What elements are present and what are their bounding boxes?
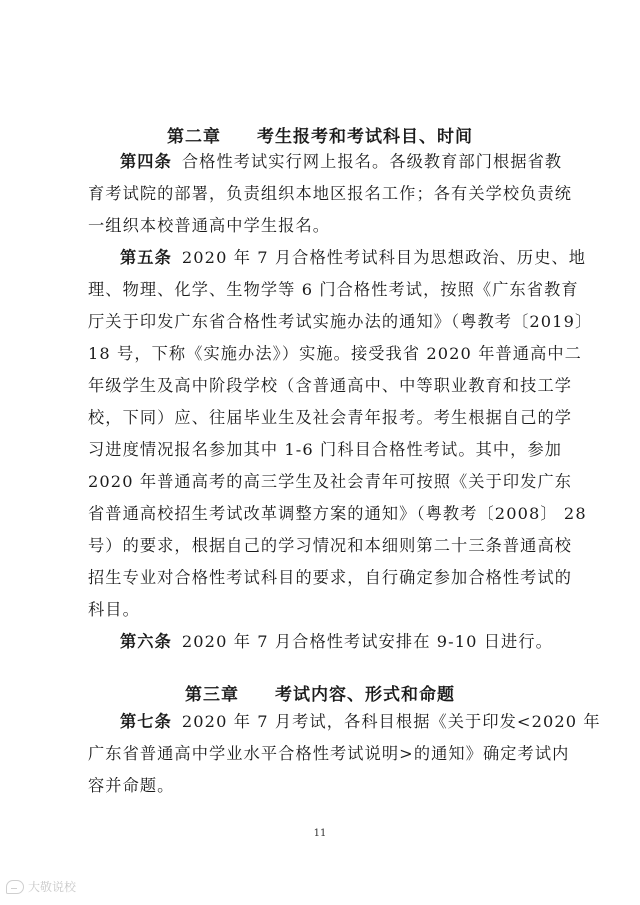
article-4-line-1: 第四条 合格性考试实行网上报名。各级教育部门根据省教 (120, 152, 563, 171)
chapter-2-heading: 第二章 考生报考和考试科目、时间 (167, 127, 473, 147)
article-5-line-1: 第五条 2020 年 7 月合格性考试科目为思想政治、历史、地 (120, 248, 587, 267)
watermark (6, 878, 76, 895)
article-7-line-1: 第七条 2020 年 7 月考试，各科目根据《关于印发<2020 年 (120, 712, 601, 731)
article-7-label: 第七条 (120, 712, 172, 731)
article-4-line-2: 育考试院的部署，负责组织本地区报名工作；各有关学校负责统 (88, 184, 573, 203)
article-5-line-5: 年级学生及高中阶段学校（含普通高中、中等职业教育和技工学 (88, 376, 573, 395)
chapter-3-heading: 第三章 考试内容、形式和命题 (185, 685, 455, 705)
article-5-line-11: 招生专业对合格性考试科目的要求，自行确定参加合格性考试的 (88, 568, 573, 587)
article-4-label: 第四条 (120, 152, 172, 171)
article-5-line-8: 2020 年普通高考的高三学生及社会青年可按照《关于印发广东 (88, 472, 573, 491)
article-5-line-7: 习进度情况报名参加其中 1-6 门科目合格性考试。其中，参加 (88, 440, 563, 459)
article-5-label: 第五条 (120, 248, 172, 267)
chat-bubble-icon (6, 880, 24, 894)
watermark-text: 大敬说校 (28, 880, 77, 894)
article-5-line-6: 校，下同）应、往届毕业生及社会青年报考。考生根据自己的学 (88, 408, 573, 427)
page-number: 11 (313, 828, 327, 839)
article-5-line-2: 理、物理、化学、生物学等 6 门合格性考试，按照《广东省教育 (88, 280, 579, 299)
article-5-line-9: 省普通高校招生考试改革调整方案的通知》（粤教考〔2008〕 28 (88, 504, 587, 523)
article-5-line-4: 18 号，下称《实施办法》）实施。接受我省 2020 年普通高中二 (88, 344, 582, 363)
article-7-line-2: 广东省普通高中学业水平合格性考试说明>的通知》确定考试内 (88, 744, 570, 763)
article-6-line-1: 第六条 2020 年 7 月合格性考试安排在 9-10 日进行。 (120, 632, 553, 651)
article-5-line-10: 号）的要求，根据自己的学习情况和本细则第二十三条普通高校 (88, 536, 573, 555)
article-5-line-3: 厅关于印发广东省合格性考试实施办法的通知》（粤教考〔2019〕 (88, 312, 593, 331)
article-5-line-12: 科目。 (88, 600, 140, 619)
article-6-label: 第六条 (120, 632, 172, 651)
article-7-line-3: 容并命题。 (88, 776, 175, 795)
article-4-line-3: 一组织本校普通高中学生报名。 (88, 216, 331, 235)
